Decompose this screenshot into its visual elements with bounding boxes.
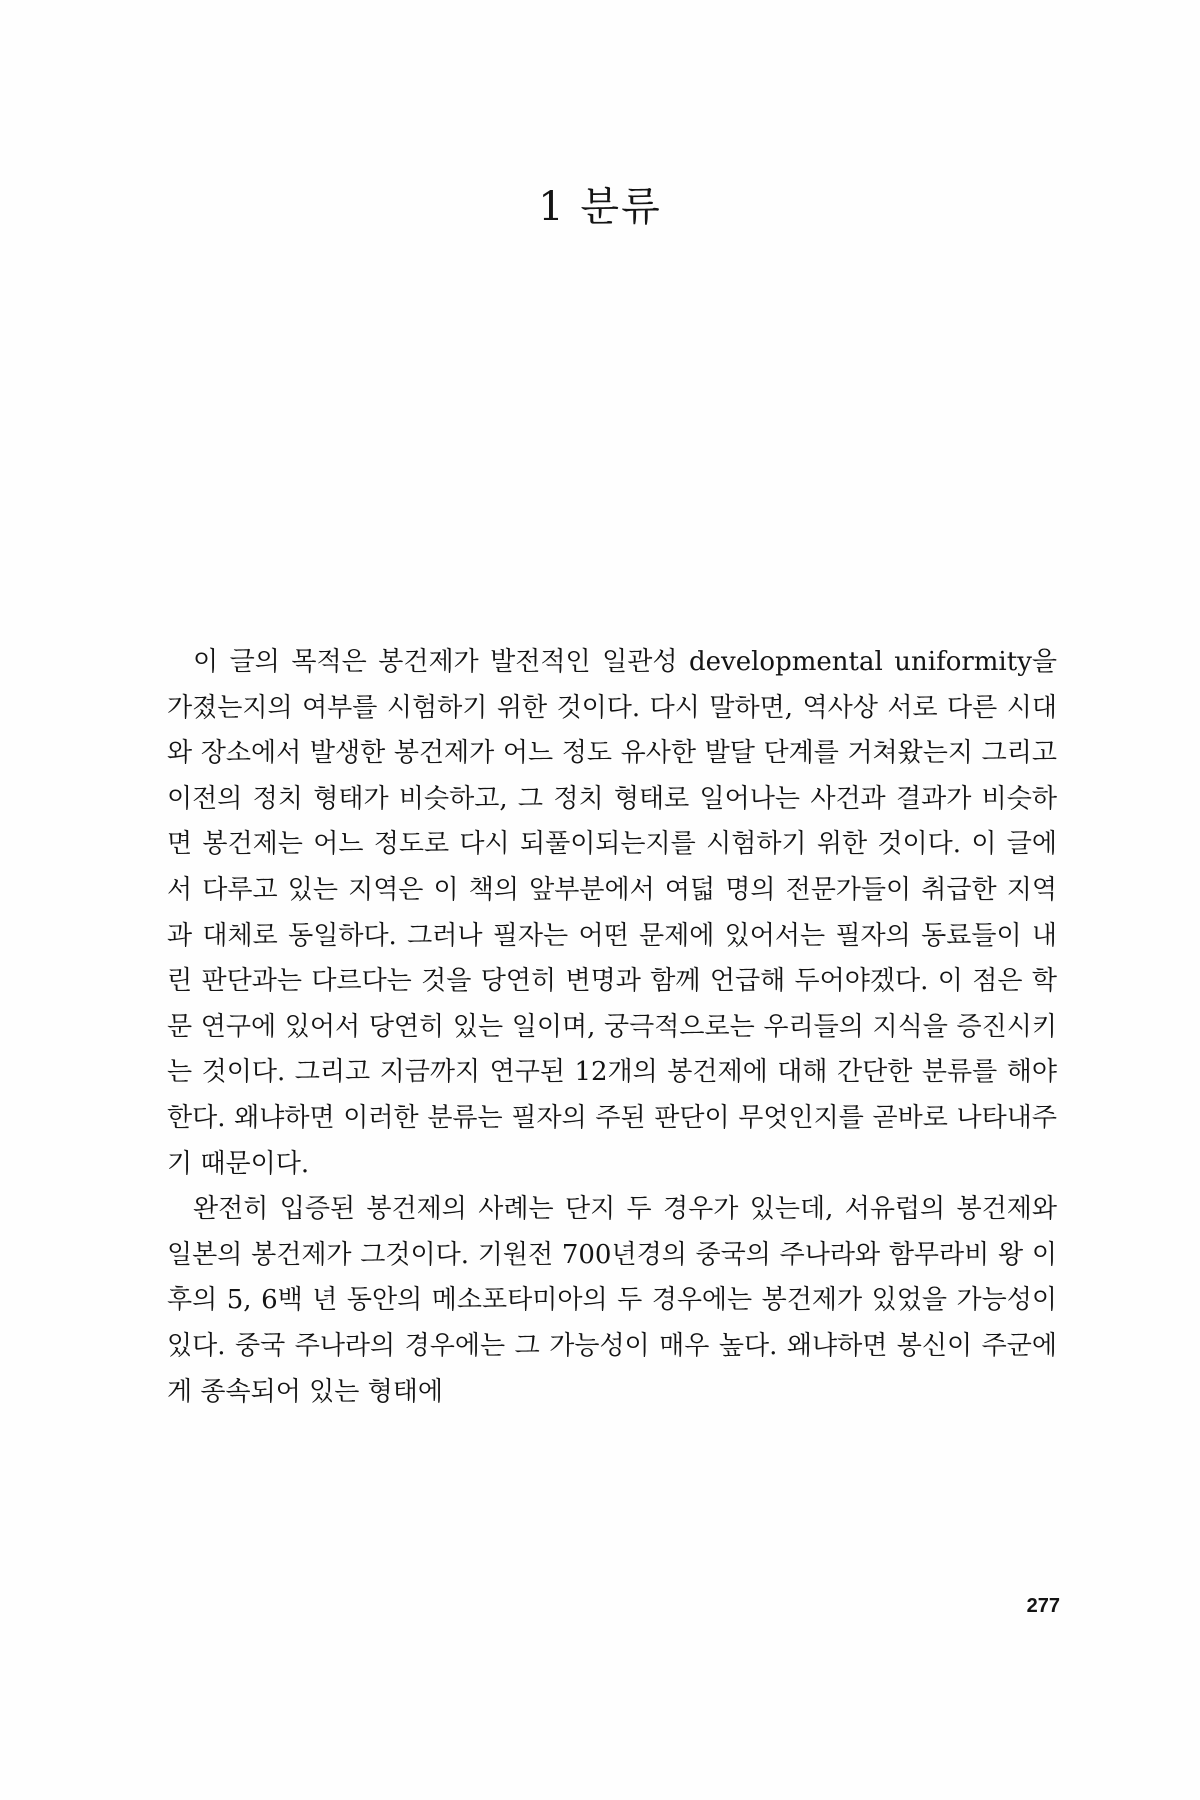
chapter-title: 1 분류 (538, 184, 662, 230)
paragraph-2: 완전히 입증된 봉건제의 사례는 단지 두 경우가 있는데, 서유럽의 봉건제와 일본의 봉건제가 그것이다. 기원전 700년경의 중국의 주나라와 함무라비 왕 이후의 5, 6백 년 동안의 메소포타미아의 두 경우에는 봉건제가 있었을 가능성이 있다. 중국 주나라의 경우에는 그 가능성이 매우 높다. 왜냐하면 봉신이 주군에게 종속되어 있는 형태에 (167, 1194, 1057, 1407)
page-number: 277 (1026, 1595, 1060, 1617)
paragraph-1: 이 글의 목적은 봉건제가 발전적인 일관성 developmental uniformity을 가졌는지의 여부를 시험하기 위한 것이다. 다시 말하면, 역사상 서로 다른 시대와 장소에서 발생한 봉건제가 어느 정도 유사한 발달 단계를 거쳐왔는지 그리고 이전의 정치 형태가 비슷하고, 그 정치 형태로 일어나는 사건과 결과가 비슷하면 봉건제는 어느 정도로 다시 되풀이되는지를 시험하기 위한 것이다. 이 글에서 다루고 있는 지역은 이 책의 앞부분에서 여덟 명의 전문가들이 취급한 지역과 대체로 동일하다. 그러나 필자는 어떤 문제에 있어서는 필자의 동료들이 내린 판단과는 다르다는 것을 당연히 변명과 함께 언급해 두어야겠다. 이 점은 학문 연구에 있어서 당연히 있는 일이며, 궁극적으로는 우리들의 지식을 증진시키는 것이다. 그리고 지금까지 연구된 12개의 봉건제에 대해 간단한 분류를 해야 한다. 왜냐하면 이러한 분류는 필자의 주된 판단이 무엇인지를 곧바로 나타내주기 때문이다. (167, 647, 1058, 1179)
body-text (167, 640, 1057, 1415)
